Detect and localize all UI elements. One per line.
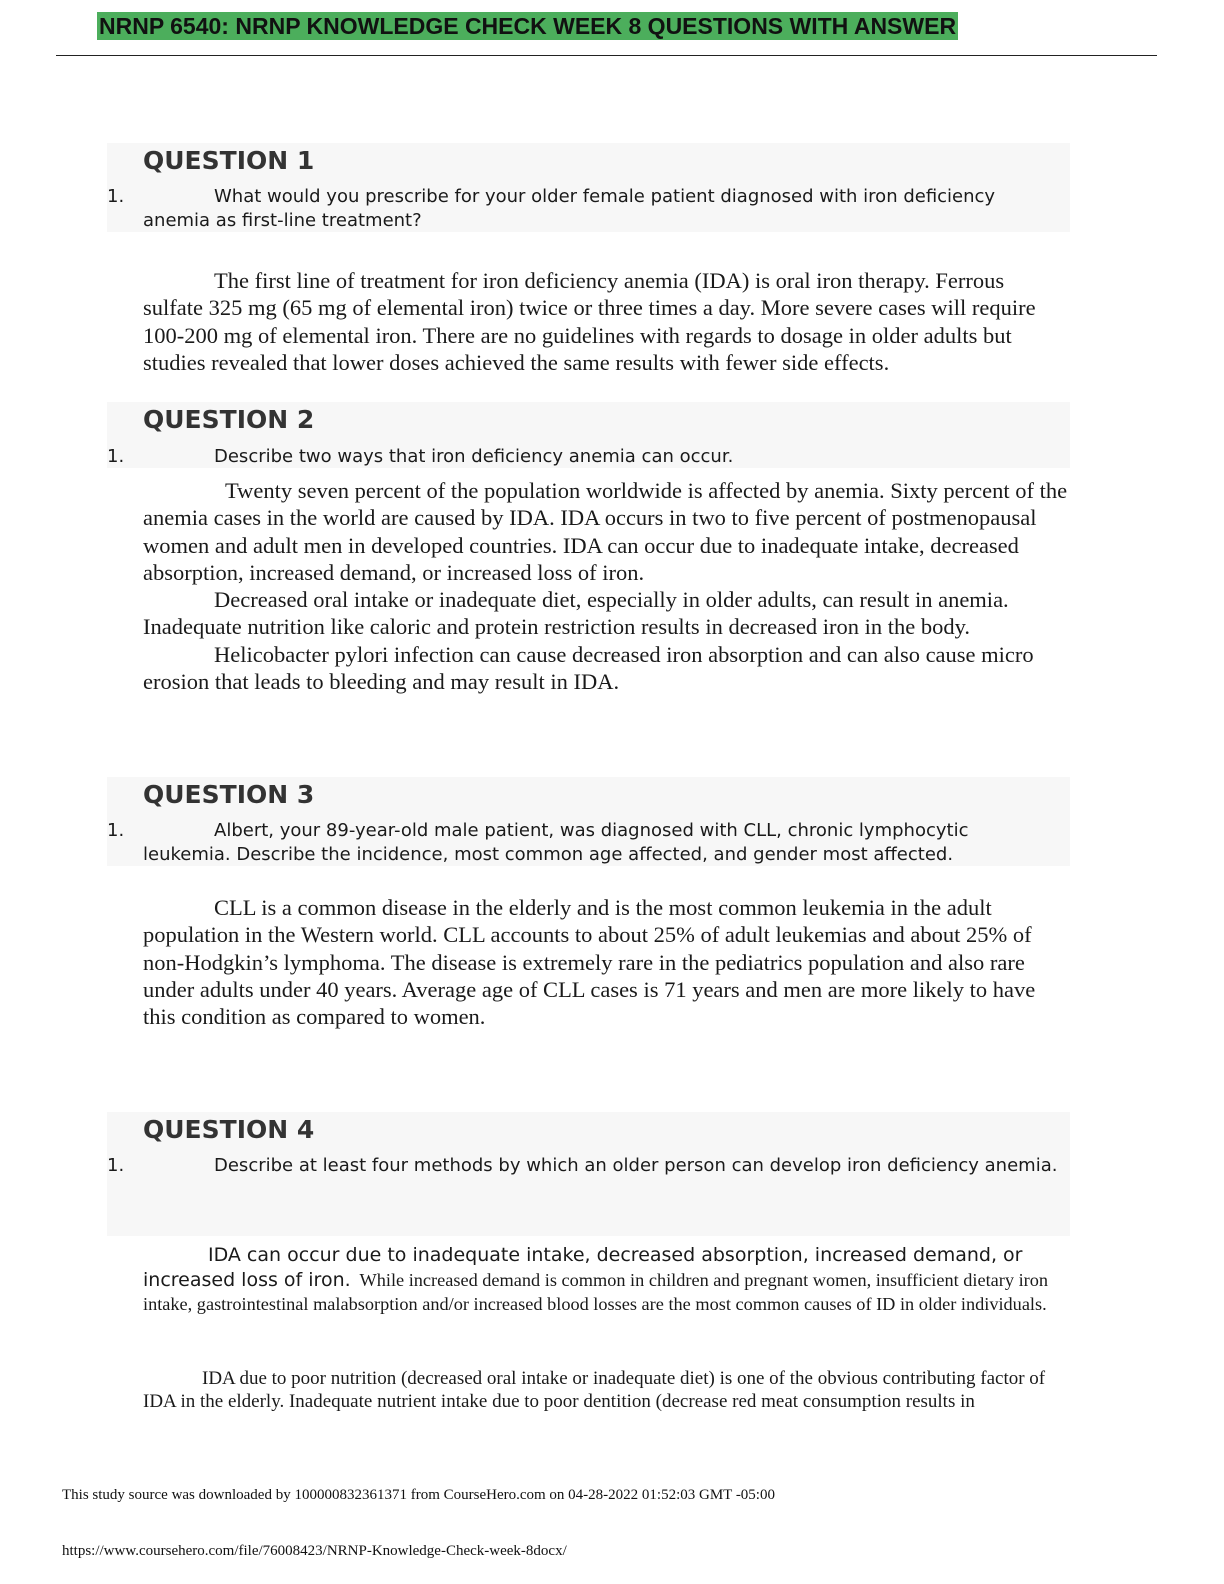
answer-paragraph: CLL is a common disease in the elderly and is the most common leukemia in the adult population in the Western world. CLL accounts to about 25% of adult leukemias and about 25% of non-Hodgkin’s lymphoma. The disease is extremely rare in the pediatrics population and also rare under adults under 40 years. Average age of CLL cases is 71 years and men are more likely to have this condition as compared to women. xyxy=(143,895,1036,1030)
question-1-block xyxy=(107,143,1070,232)
question-2-number: 1. xyxy=(107,446,125,467)
header-divider xyxy=(56,55,1157,56)
answer-paragraph: IDA due to poor nutrition (decreased oral intake or inadequate diet) is one of the obvious contributing factor of IDA in the elderly. Inadequate nutrient intake due to poor dentition (decrease red meat consumption results in xyxy=(143,1368,1046,1412)
download-source-notice: This study source was downloaded by 100000832361371 from CourseHero.com on 04-28-2022 01:52:03 GMT -05:00 xyxy=(62,1487,775,1503)
question-4-block xyxy=(107,1112,1070,1236)
question-1-number: 1. xyxy=(107,186,125,207)
answer-paragraph: The first line of treatment for iron deficiency anemia (IDA) is oral iron therapy. Ferrous sulfate 325 mg (65 mg of elemental iron) twice or three times a day. More severe cases will require 100-200 mg of elemental iron. There are no guidelines with regards to dosage in older adults but studies revealed that lower doses achieved the same results with fewer side effects. xyxy=(143,268,1036,375)
question-1-text: What would you prescribe for your older female patient diagnosed with iron deficiency anemia as first-line treatment? xyxy=(143,186,996,231)
answer-paragraph: Decreased oral intake or inadequate diet, especially in older adults, can result in anemia. Inadequate nutrition like caloric and protein restriction results in decreased iron in the body. xyxy=(143,587,1009,640)
answer-lead-sentence: IDA can occur due to inadequate intake, decreased absorption, increased demand, or increased loss of iron. xyxy=(143,1244,1023,1291)
question-2-block xyxy=(107,402,1070,468)
answer-paragraph: Twenty seven percent of the population worldwide is affected by anemia. Sixty percent of the anemia cases in the world are caused by IDA. IDA occurs in two to five percent of postmenopausal women and adult men in developed countries. IDA can occur due to inadequate intake, decreased absorption, increased demand, or increased loss of iron. xyxy=(143,478,1068,585)
question-2-text: Describe two ways that iron deficiency anemia can occur. xyxy=(214,446,734,467)
question-2-answer xyxy=(143,477,1068,695)
question-4-title: QUESTION 4 xyxy=(143,1115,315,1144)
question-4-answer-continued xyxy=(143,1368,1068,1413)
document-title: NRNP 6540: NRNP KNOWLEDGE CHECK WEEK 8 QUESTIONS WITH ANSWER xyxy=(99,13,957,39)
question-1-title: QUESTION 1 xyxy=(143,146,315,175)
source-url[interactable]: https://www.coursehero.com/file/76008423/NRNP-Knowledge-Check-week-8docx/ xyxy=(62,1543,567,1559)
question-4-text: Describe at least four methods by which an older person can develop iron deficiency anemia. xyxy=(214,1155,1058,1176)
question-1-answer xyxy=(143,267,1068,376)
answer-lead-continuation: While increased demand is common in children and pregnant women, insufficient dietary iron intake, gastrointestinal malabsorption and/or increased blood losses are the most common causes of ID in older individuals. xyxy=(143,1269,1049,1314)
question-3-number: 1. xyxy=(107,820,125,841)
question-4-number: 1. xyxy=(107,1155,125,1176)
question-3-title: QUESTION 3 xyxy=(143,780,315,809)
question-3-block xyxy=(107,777,1070,866)
question-2-title: QUESTION 2 xyxy=(143,405,315,434)
question-4-answer xyxy=(143,1243,1068,1317)
answer-paragraph: Helicobacter pylori infection can cause decreased iron absorption and can also cause micro erosion that leads to bleeding and may result in IDA. xyxy=(143,641,1034,695)
question-3-text: Albert, your 89-year-old male patient, was diagnosed with CLL, chronic lymphocytic leukemia. Describe the incidence, most common age affected, and gender most affected. xyxy=(143,820,969,865)
question-3-answer xyxy=(143,894,1068,1030)
